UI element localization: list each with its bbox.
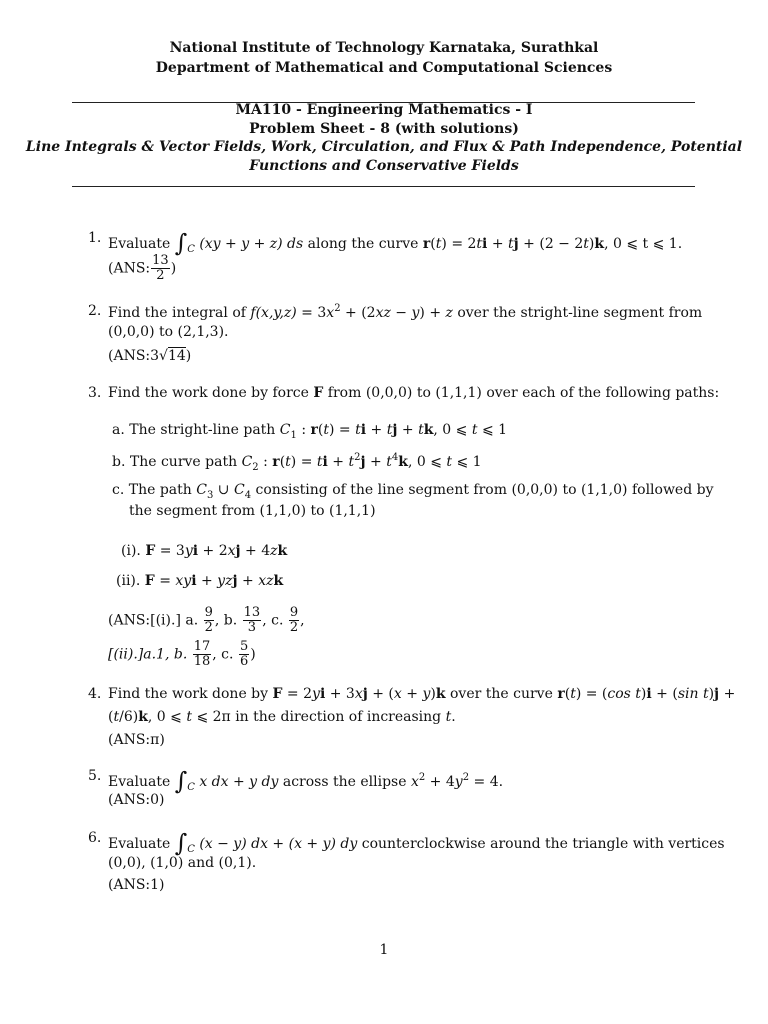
- problem-5-number: 5.: [88, 768, 102, 784]
- department-name: Department of Mathematical and Computational Sciences: [155, 60, 613, 76]
- problem-3-number: 3.: [88, 385, 102, 401]
- problem-2-line-1: Find the integral of $f(x,y,z) = 3x^2 + (2xz - y) + z$ over the stright-line segment from: [108, 303, 703, 321]
- problem-3-answer-1: (ANS:[(i).] a. $\frac{9}{2}$ , b. $\frac{13}{3}$ , c. $\frac{9}{2}$ ,: [108, 605, 305, 635]
- problem-1-number: 1.: [88, 230, 102, 246]
- problem-2-line-2: (0,0,0) to (2,1,3).: [108, 324, 229, 340]
- problem-5-answer: (ANS:0): [108, 792, 165, 808]
- problem-6-number: 6.: [88, 830, 102, 846]
- problem-4-line-2: (t/6)k, 0 ⩽ t ⩽ 2π in the direction of increasing t.: [108, 709, 456, 725]
- problem-3-answer-2: [(ii).]a.1, b. $\frac{17}{18}$ , c. $\frac{5}{6}$ ): [108, 639, 256, 669]
- sheet-title: Problem Sheet - 8 (with solutions): [249, 121, 519, 137]
- course-title: MA110 - Engineering Mathematics - I: [235, 102, 533, 118]
- institute-name: National Institute of Technology Karnataka, Surathkal: [169, 40, 599, 56]
- problem-1-answer: (ANS: $\frac{13}{2}$ ): [108, 253, 177, 283]
- problem-4-line-1: Find the work done by F = 2yi + 3xj + (x + y)k over the curve r(t) = (cos t)i + (sin t)j +: [108, 686, 736, 702]
- page-number: 1: [379, 942, 389, 958]
- problem-2-number: 2.: [88, 303, 102, 319]
- problem-4-answer: (ANS:π): [108, 732, 165, 748]
- topics-line-1: Line Integrals & Vector Fields, Work, Circulation, and Flux & Path Independence, Potential: [25, 139, 743, 155]
- problem-4-number: 4.: [88, 686, 102, 702]
- problem-3-item-b: b. The curve path $C_2$ : r(t) = ti + $t^2j + t^4k$, 0 ⩽ t ⩽ 1: [112, 452, 482, 473]
- problem-3-line-1: Find the work done by force F from (0,0,0) to (1,1,1) over each of the following paths:: [108, 385, 720, 401]
- problem-3-item-c-line-2: the segment from (1,1,0) to (1,1,1): [129, 503, 376, 519]
- problem-3-force-ii: (ii). F = xyi + yzj + xzk: [116, 573, 284, 589]
- topics-line-2: Functions and Conservative Fields: [249, 158, 519, 174]
- problem-6-statement: Evaluate $\int_C$ (x − y) dx + (x + y) dy counterclockwise around the triangle with vertices: [108, 829, 725, 857]
- problem-1-statement: Evaluate $\int_C$ (xy + y + z) ds along the curve r(t) = 2ti + tj + (2 − 2t)k, 0 ⩽ t ⩽ 1.: [108, 229, 683, 257]
- problem-2-answer: (ANS:3√14): [108, 348, 192, 364]
- problem-6-answer: (ANS:1): [108, 877, 165, 893]
- problem-3-item-a: a. The stright-line path $C_1$ : r(t) = ti + tj + tk, 0 ⩽ t ⩽ 1: [112, 422, 508, 441]
- bottom-rule: [72, 186, 695, 187]
- problem-3-force-i: (i). F = 3yi + 2xj + 4zk: [121, 543, 288, 559]
- problem-6-line-2: (0,0), (1,0) and (0,1).: [108, 855, 257, 871]
- problem-3-item-c: c. The path $C_3$ ∪ $C_4$ consisting of the line segment from (0,0,0) to (1,1,0) followed by: [112, 482, 714, 501]
- problem-5-statement: Evaluate $\int_C$ x dx + y dy across the ellipse $x^2 + 4y^2 = 4$.: [108, 767, 504, 795]
